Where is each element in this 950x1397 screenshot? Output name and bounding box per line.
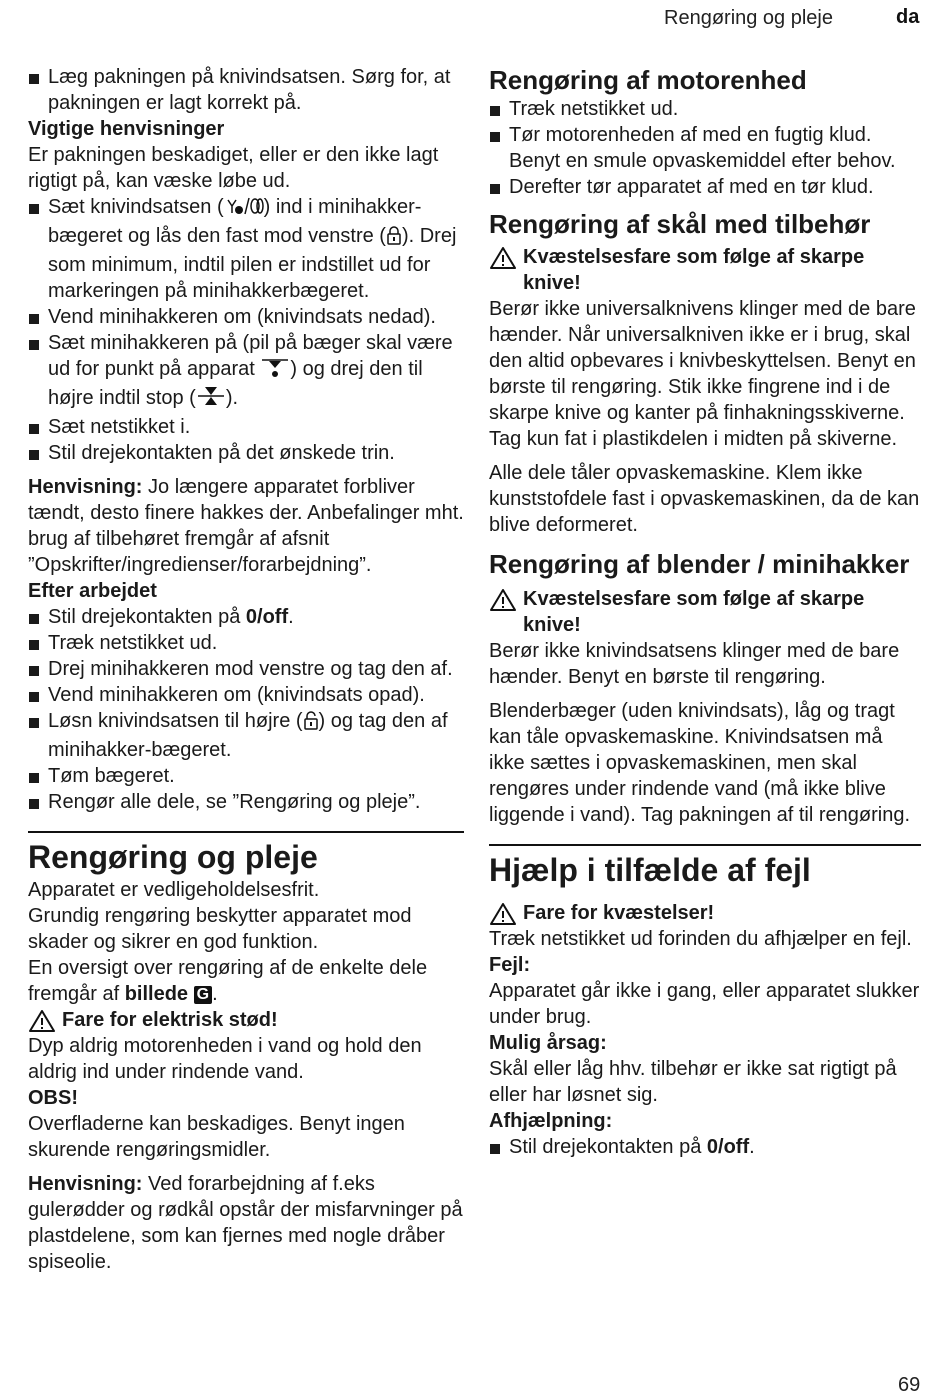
warning-text: Dyp aldrig motorenheden i vand og hold den aldrig ind under rindende vand. bbox=[28, 1035, 422, 1083]
left-column bbox=[28, 64, 464, 1275]
list-item: Tøm bægeret. bbox=[28, 763, 464, 789]
pleje-text-2: Grundig rengøring beskytter apparatet mod skader og sikrer en god funktion. bbox=[28, 905, 412, 953]
list-item: Rengør alle dele, se ”Rengøring og pleje”. bbox=[28, 789, 464, 815]
running-header-title: Rengøring og pleje bbox=[664, 7, 833, 29]
alignment-point-icon bbox=[260, 356, 290, 385]
fejl-intro: Træk netstikket ud forinden du afhjælper en fejl. bbox=[489, 928, 912, 950]
list-item: Vend minihakkeren om (knivindsats opad). bbox=[28, 682, 464, 708]
warning-sharp-knives: Kvæstelsesfare som følge af skarpe knive! bbox=[489, 586, 921, 638]
page-number: 69 bbox=[898, 1374, 921, 1396]
obs-heading: OBS! bbox=[28, 1087, 78, 1109]
pleje-text-3: En oversigt over rengøring af de enkelte dele fremgår af billede G . bbox=[28, 957, 428, 1005]
fejl-heading: Fejl: bbox=[489, 954, 531, 976]
skal-text-2: Alle dele tåler opvaskemaskine. Klem ikke kunststofdele fast i opvaskemaskinen, da de kan blive deformeret. bbox=[489, 462, 920, 536]
list-item: Sæt netstikket i. bbox=[28, 414, 464, 440]
heading-blender: Rengøring af blender / minihakker bbox=[489, 549, 910, 579]
heading-motorenhed: Rengøring af motorenhed bbox=[489, 65, 807, 95]
knife-insert-icon bbox=[224, 196, 264, 223]
list-item: Stil drejekontakten på 0/off. bbox=[28, 604, 464, 630]
right-column bbox=[489, 64, 921, 1160]
vigtige-text: Er pakningen beskadiget, eller er den ikke lagt rigtigt på, kan væske løbe ud. bbox=[28, 144, 439, 192]
list-item: Drej minihakkeren mod venstre og tag den af. bbox=[28, 656, 464, 682]
fejl-text: Apparatet går ikke i gang, eller apparatet slukker under brug. bbox=[489, 980, 920, 1028]
blender-text-1: Berør ikke knivindsatsens klinger med de bare hænder. Benyt en børste til rengøring. bbox=[489, 640, 900, 688]
list-item: Træk netstikket ud. bbox=[28, 630, 464, 656]
henvisning-paragraph: Henvisning: Ved forarbejdning af f.eks gulerødder og rødkål opstår der misfarvninger på plastdelene, som kan fjernes med nogle dråber spiseolie. bbox=[28, 1173, 463, 1273]
warning-triangle-icon bbox=[489, 902, 517, 926]
list-item: Løsn knivindsatsen til højre ( ) og tag den af minihakker-bægeret. bbox=[28, 708, 464, 763]
list-item: Tør motorenheden af med en fugtig klud. Benyt en smule opvaskemiddel efter behov. bbox=[489, 122, 921, 174]
obs-text: Overfladerne kan beskadiges. Benyt ingen skurende rengøringsmidler. bbox=[28, 1113, 405, 1161]
aarsag-text: Skål eller låg hhv. tilbehør er ikke sat rigtigt på eller har løsnet sig. bbox=[489, 1058, 897, 1106]
section-heading-pleje: Rengøring og pleje bbox=[28, 839, 318, 875]
vigtige-heading: Vigtige henvisninger bbox=[28, 118, 225, 140]
efter-heading: Efter arbejdet bbox=[28, 580, 157, 602]
list-item: Sæt minihakkeren på (pil på bæger skal være ud for punkt på apparat ) og drej den til højre indtil stop ( ). bbox=[28, 330, 464, 414]
lock-open-icon bbox=[303, 710, 319, 737]
lock-stop-icon bbox=[196, 385, 226, 414]
warning-triangle-icon bbox=[489, 246, 517, 270]
warning-sharp-knives: Kvæstelsesfare som følge af skarpe knive! bbox=[489, 244, 921, 296]
section-divider bbox=[489, 844, 921, 846]
warning-electric-shock: Fare for elektrisk stød! bbox=[28, 1007, 464, 1033]
aarsag-heading: Mulig årsag: bbox=[489, 1032, 607, 1054]
warning-injury: Fare for kvæstelser! bbox=[489, 900, 921, 926]
skal-text-1: Berør ikke universalknivens klinger med de bare hænder. Når universalkniven ikke er i brug, skal den altid opbevares i knivbeskyttelsen. Benyt en børste til rengøring. Stik ikke fingrene ind i de skarpe knive og kanter på finhakningsskiverne. Tag kun fat i plastikdelen i midten på skiverne. bbox=[489, 298, 916, 450]
henvisning-paragraph: Henvisning: Jo længere apparatet forbliver tændt, desto finere hakkes der. Anbefalinger mht. brug af tilbehøret fremgår af afsnit ”Opskrifter/ingredienser/forarbejdning”. bbox=[28, 476, 464, 576]
lock-closed-icon bbox=[386, 225, 402, 252]
list-item: Læg pakningen på knivindsatsen. Sørg for, at pakningen er lagt korrekt på. bbox=[28, 64, 464, 116]
afhjaelpning-heading: Afhjælpning: bbox=[489, 1110, 613, 1132]
section-divider bbox=[28, 831, 464, 833]
section-heading-fejl: Hjælp i tilfælde af fejl bbox=[489, 852, 811, 888]
figure-reference-badge: G bbox=[194, 986, 212, 1004]
warning-triangle-icon bbox=[489, 588, 517, 612]
list-item: Træk netstikket ud. bbox=[489, 96, 921, 122]
warning-triangle-icon bbox=[28, 1009, 56, 1033]
pleje-text-1: Apparatet er vedligeholdelsesfrit. bbox=[28, 879, 320, 901]
list-item: Stil drejekontakten på 0/off. bbox=[489, 1134, 921, 1160]
list-item: Stil drejekontakten på det ønskede trin. bbox=[28, 440, 464, 466]
heading-skal: Rengøring af skål med tilbehør bbox=[489, 209, 871, 239]
list-item: Sæt knivindsatsen ( ) ind i minihakker-bægeret og lås den fast mod venstre ( ). Drej som minimum, indtil pilen er indstillet ud for markeringen på minihakkerbægeret. bbox=[28, 194, 464, 304]
language-code: da bbox=[896, 6, 920, 28]
list-item: Vend minihakkeren om (knivindsats nedad). bbox=[28, 304, 464, 330]
list-item: Derefter tør apparatet af med en tør klud. bbox=[489, 174, 921, 200]
blender-text-2: Blenderbæger (uden knivindsats), låg og tragt kan tåle opvaskemaskine. Knivindsatsen må ikke sættes i opvaskemaskinen, men skal rengøres under rindende vand (må ikke blive liggende i vand). Tag pakningen af til rengøring. bbox=[489, 700, 911, 826]
